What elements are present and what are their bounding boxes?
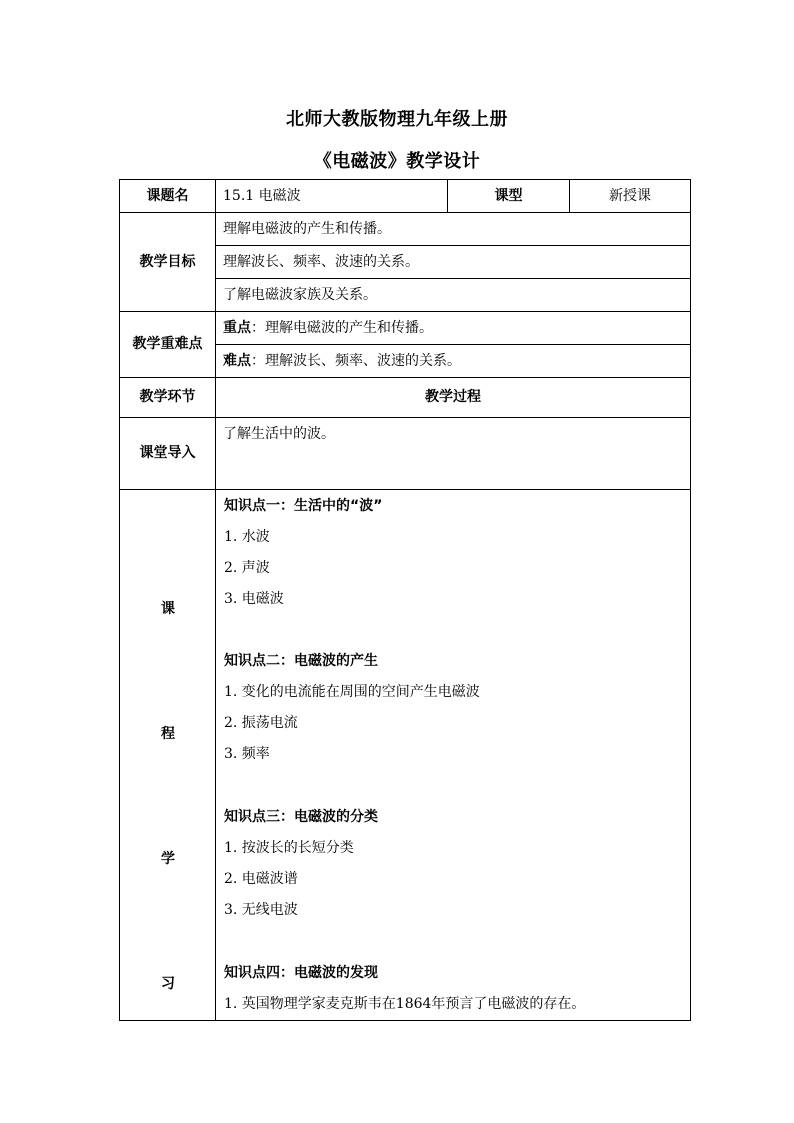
document-subtitle: 《电磁波》教学设计: [313, 151, 481, 172]
study-label-char: 程: [161, 726, 175, 742]
key-points-label: 教学重难点: [120, 312, 216, 378]
knowledge-point-heading: 知识点三：电磁波的分类: [224, 809, 378, 825]
knowledge-point-item: 1. 水波: [224, 529, 270, 545]
knowledge-point-item: 1. 按波长的长短分类: [224, 840, 354, 856]
study-content-cell: [216, 490, 691, 1021]
lesson-type-value: 新授课: [570, 180, 691, 213]
knowledge-point-item: 3. 频率: [224, 746, 270, 762]
topic-label: 课题名: [120, 180, 216, 213]
knowledge-point-item: 2. 声波: [224, 560, 270, 576]
knowledge-point-heading: 知识点四：电磁波的发现: [224, 965, 378, 981]
lesson-plan-table: [119, 179, 691, 1021]
study-row: [120, 490, 691, 1021]
process-section-label: 教学环节: [120, 378, 216, 418]
knowledge-point-item: 2. 振荡电流: [224, 715, 298, 731]
knowledge-point-item: 2. 电磁波谱: [224, 871, 298, 887]
knowledge-point-item: 3. 电磁波: [224, 591, 284, 607]
intro-row: [120, 418, 691, 490]
difficult-point: [216, 345, 691, 378]
knowledge-point-item: 3. 无线电波: [224, 902, 298, 918]
key-points-row: [120, 312, 691, 345]
goals-label: 教学目标: [120, 213, 216, 312]
key-point: [216, 312, 691, 345]
study-label-char: 课: [161, 601, 175, 617]
document-title: 北师大教版物理九年级上册: [286, 109, 508, 130]
goal-item: 理解电磁波的产生和传播。: [216, 213, 691, 246]
process-header-row: [120, 378, 691, 418]
study-label-cell: [120, 490, 216, 1021]
key-point-text: ：理解电磁波的产生和传播。: [251, 319, 433, 336]
topic-value: 15.1 电磁波: [216, 180, 448, 213]
knowledge-point-heading: 知识点二：电磁波的产生: [224, 653, 378, 669]
difficult-point-text: ：理解波长、频率、波速的关系。: [251, 352, 461, 369]
key-point-label: 重点: [223, 319, 251, 336]
study-label-char: 习: [161, 976, 175, 992]
process-header-value: 教学过程: [216, 378, 691, 418]
knowledge-point-item: 1. 英国物理学家麦克斯韦在1864年预言了电磁波的存在。: [224, 996, 586, 1012]
topic-row: [120, 180, 691, 213]
goal-item: 了解电磁波家族及关系。: [216, 279, 691, 312]
study-label-char: 学: [161, 851, 175, 867]
knowledge-point-item: 1. 变化的电流能在周围的空间产生电磁波: [224, 684, 480, 700]
lesson-type-label: 课型: [448, 180, 570, 213]
difficult-point-label: 难点: [223, 352, 251, 369]
goals-row: [120, 213, 691, 246]
intro-label: 课堂导入: [120, 418, 216, 490]
knowledge-point-heading: 知识点一：生活中的“波”: [224, 498, 383, 514]
intro-text: 了解生活中的波。: [216, 418, 691, 490]
goal-item: 理解波长、频率、波速的关系。: [216, 246, 691, 279]
